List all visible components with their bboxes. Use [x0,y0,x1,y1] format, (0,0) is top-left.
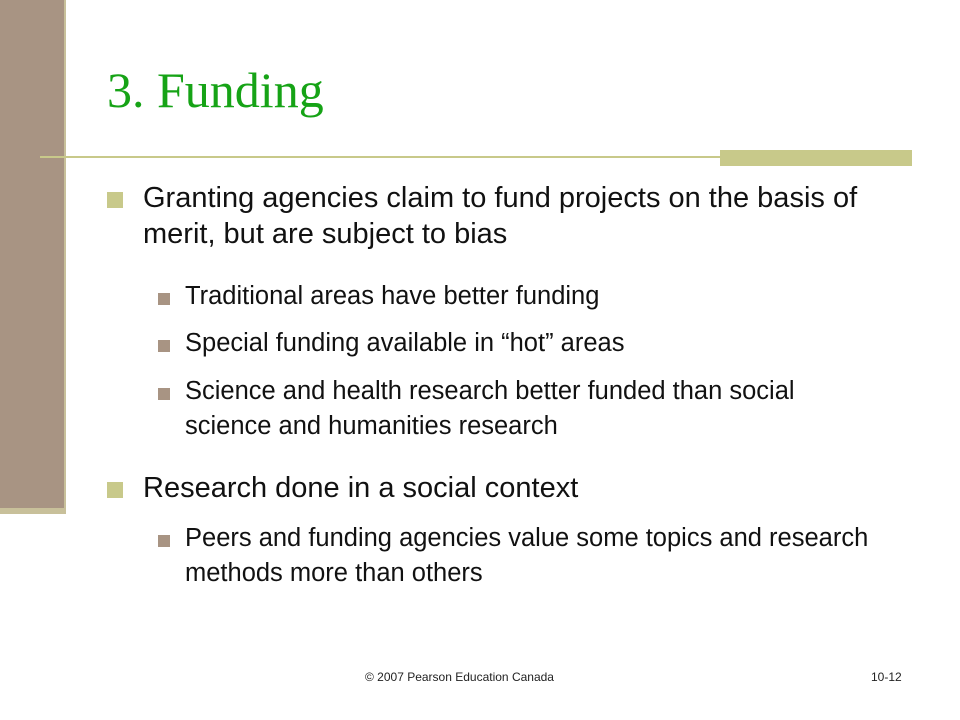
bullet-square-icon [107,482,123,498]
sub-bullet-item [185,326,925,361]
footer-page-number: 10-12 [871,670,902,684]
title-underline-rule [40,156,720,158]
bullet-text: Research done in a social context [143,472,579,504]
sub-bullet-item [185,374,875,444]
bullet-item [143,470,903,506]
sub-bullet-square-icon [158,388,170,400]
sub-bullet-square-icon [158,340,170,352]
left-accent-bar [0,0,64,512]
bullet-item [143,180,903,252]
bullet-square-icon [107,192,123,208]
sub-bullet-item [185,279,925,314]
sub-bullet-text: Special funding available in “hot” areas [185,329,625,357]
footer-copyright: © 2007 Pearson Education Canada [365,670,554,684]
left-accent-bar-edge [64,0,66,512]
title-accent-block [720,150,912,166]
slide-title: 3. Funding [107,62,324,118]
bullet-text: Granting agencies claim to fund projects on the basis of merit, but are subject to bias [143,182,858,250]
sub-bullet-text: Traditional areas have better funding [185,282,600,310]
sub-bullet-item [185,521,910,591]
sub-bullet-square-icon [158,293,170,305]
left-accent-bar-cap [0,508,66,514]
sub-bullet-text: Peers and funding agencies value some topics and research methods more than others [185,524,869,587]
sub-bullet-square-icon [158,535,170,547]
sub-bullet-text: Science and health research better funded than social science and humanities research [185,377,795,440]
